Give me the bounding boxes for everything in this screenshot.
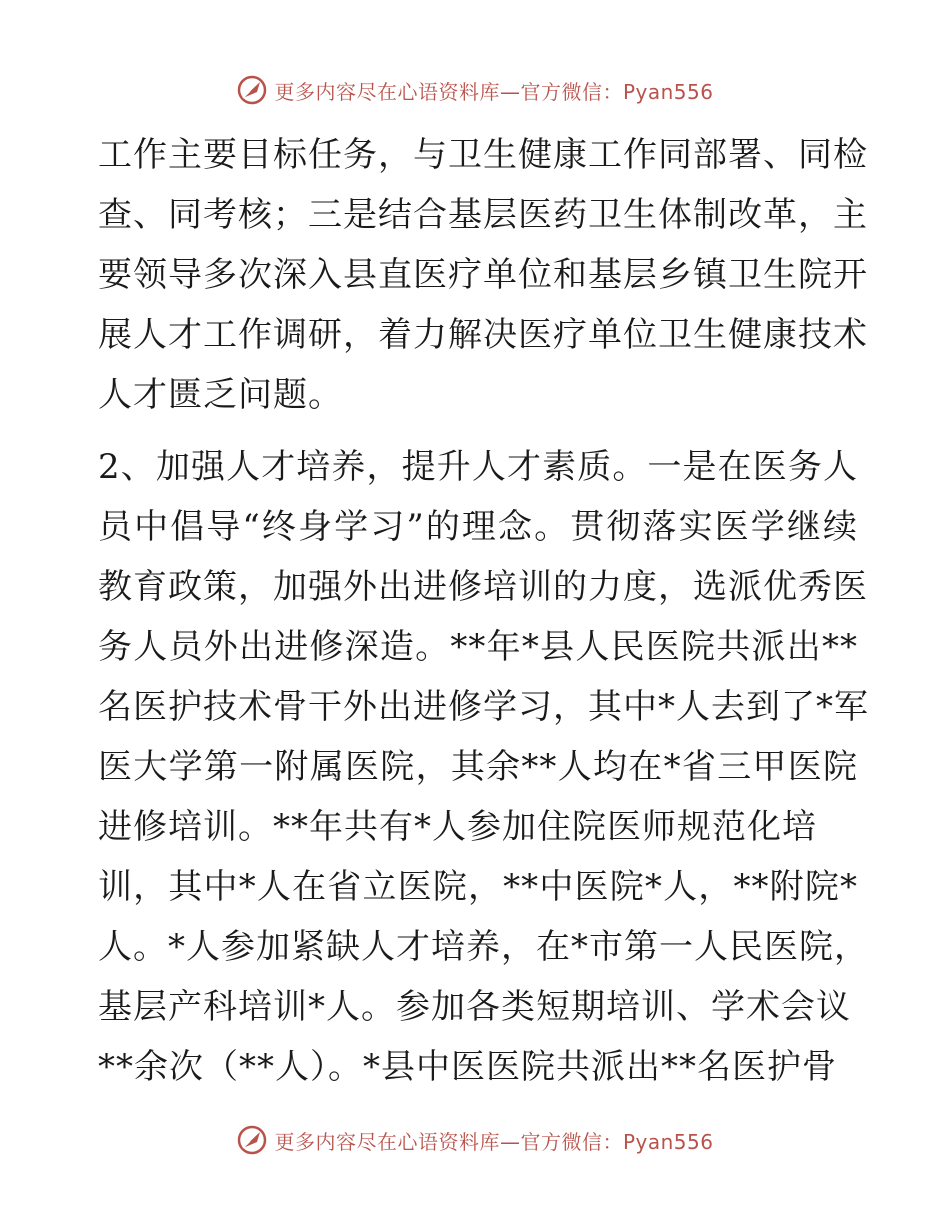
text-line: 教育政策，加强外出进修培训的力度，选派优秀医	[98, 567, 868, 607]
text-line: 要领导多次深入县直医疗单位和基层乡镇卫生院开	[98, 255, 868, 295]
text-line: 训，其中*人在省立医院，**中医院*人，**附院*	[98, 867, 858, 907]
quill-logo-icon	[236, 1124, 268, 1156]
text-line: 展人才工作调研，着力解决医疗单位卫生健康技术	[98, 315, 868, 355]
text-line: 查、同考核；三是结合基层医药卫生体制改革，主	[98, 195, 868, 235]
text-line: 名医护技术骨干外出进修学习，其中*人去到了*军	[98, 687, 869, 727]
text-line: 员中倡导“终身学习”的理念。贯彻落实医学继续	[98, 507, 858, 547]
text-line: 医大学第一附属医院，其余**人均在*省三甲医院	[98, 747, 858, 787]
document-body	[98, 125, 869, 1097]
text-line: 工作主要目标任务，与卫生健康工作同部署、同检	[98, 135, 868, 175]
text-line: 人才匮乏问题。	[98, 375, 343, 415]
watermark-text: 更多内容尽在心语资料库—官方微信：Pyan556	[274, 1129, 714, 1154]
text-line: 基层产科培训*人。参加各类短期培训、学术会议	[98, 987, 851, 1027]
text-line: 2、加强人才培养，提升人才素质。一是在医务人	[98, 447, 858, 487]
quill-logo-icon	[236, 74, 268, 106]
paragraph	[98, 437, 869, 1097]
paragraph	[98, 125, 868, 425]
paragraph-gap	[98, 425, 858, 437]
text-line: 务人员外出进修深造。**年*县人民医院共派出**	[98, 627, 858, 667]
text-line: 人。*人参加紧缺人才培养，在*市第一人民医院，	[98, 927, 869, 967]
watermark-text: 更多内容尽在心语资料库—官方微信：Pyan556	[274, 79, 714, 104]
text-line: 进修培训。**年共有*人参加住院医师规范化培	[98, 807, 817, 847]
header-watermark	[0, 70, 950, 110]
text-line: **余次（**人）。*县中医医院共派出**名医护骨	[98, 1047, 837, 1087]
footer-watermark	[0, 1120, 950, 1160]
